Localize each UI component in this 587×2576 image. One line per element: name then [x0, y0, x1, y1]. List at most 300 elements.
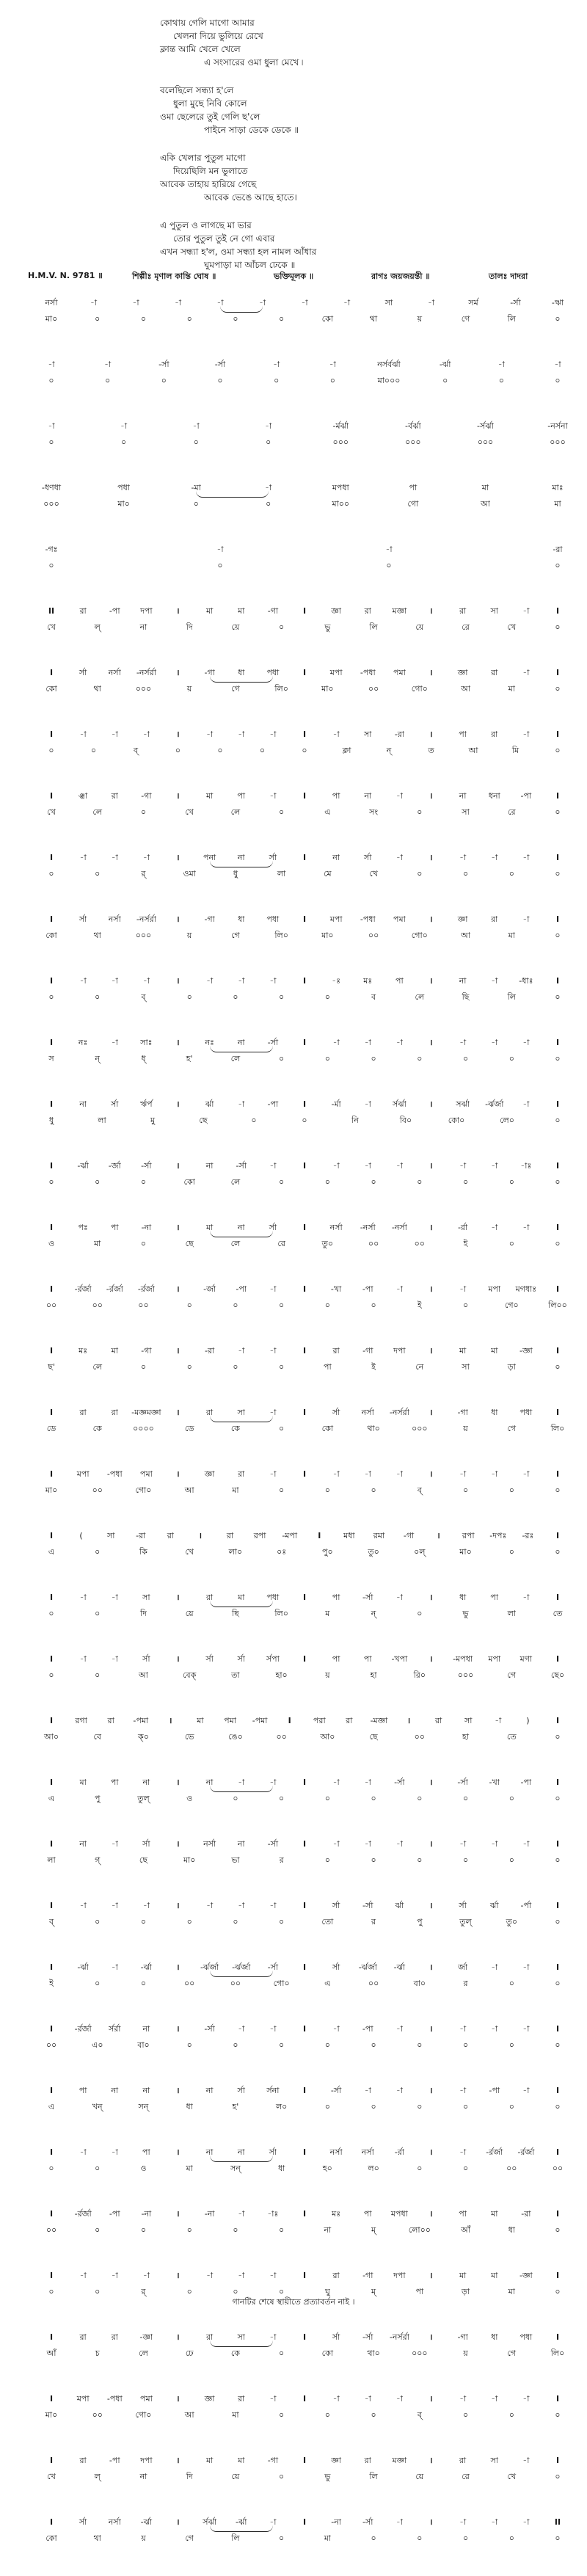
notation-line	[0, 1281, 587, 1343]
note-token: পমা	[224, 1716, 236, 1725]
lyric-row	[0, 743, 587, 759]
note-token: -া	[332, 2394, 340, 2404]
note-token: I	[302, 2394, 307, 2404]
syllable-token: ০	[462, 1485, 469, 1495]
syllable-token: ধা	[186, 2102, 193, 2111]
syllable-token: ০	[233, 1300, 238, 1310]
note-token: -খা	[330, 1284, 342, 1294]
note-token: র্সা	[79, 914, 87, 924]
syllable-token: ০ল্	[414, 1547, 426, 1557]
note-token: -গা	[457, 2332, 468, 2342]
note-token: -খপা	[391, 1654, 408, 1664]
note-token: -া	[364, 2086, 371, 2095]
syllable-token: ০	[279, 2472, 285, 2481]
syllable-token: ০০০	[135, 684, 152, 694]
syllable-token: ০	[140, 314, 147, 324]
lyric-line: আবেক তাহায় হারিয়ে গেছে	[160, 179, 257, 189]
line-gap	[0, 1314, 587, 1343]
note-token: রা	[435, 1716, 442, 1725]
syllable-token: মে	[324, 869, 332, 878]
note-token: -া	[238, 2271, 245, 2280]
note-token: পধা	[266, 914, 280, 924]
note-token: পা	[79, 2086, 87, 2095]
note-token: -া	[459, 2086, 467, 2095]
syllable-token: ছ'	[48, 1362, 55, 1372]
syllable-token: ০	[508, 1054, 514, 1063]
note-token: -া	[269, 1161, 277, 1171]
syllable-token: ড়া	[507, 1362, 516, 1372]
syllable-token: ০	[279, 314, 285, 324]
note-token: -া	[554, 360, 561, 369]
note-token: না	[205, 2147, 214, 2157]
note-token: রা	[332, 2271, 340, 2280]
line-gap	[0, 1560, 587, 1590]
syllable-token: য়ে	[185, 1609, 194, 1618]
line-gap	[0, 1067, 587, 1096]
note-token: I	[49, 668, 54, 677]
syllable-token: ০	[233, 992, 238, 1002]
syllable-token: ০০	[230, 1979, 241, 1988]
syllable-token: খন্	[92, 2102, 103, 2111]
syllable-token: লে	[230, 807, 241, 817]
stanza	[160, 219, 468, 272]
note-token: না	[237, 1839, 245, 1849]
syllable-token: ০	[508, 1979, 514, 1988]
note-token: I	[555, 1531, 560, 1540]
notation-line	[0, 2144, 587, 2206]
syllable-token: ০	[417, 1855, 423, 1865]
note-token: মপা	[329, 668, 343, 677]
notation-line	[0, 418, 587, 480]
lyric-line: এ পুতুল ও লাগছে মা ভার	[160, 220, 252, 230]
note-token: -া	[332, 1839, 340, 1849]
note-token: সা	[384, 298, 393, 308]
syllable-token: হ'	[186, 1054, 193, 1063]
syllable-token: ০	[186, 1362, 192, 1372]
syllable-token: হা০	[275, 1670, 288, 1680]
note-token: -খা	[489, 1778, 500, 1787]
lyric-row	[0, 2469, 587, 2485]
note-token: ।	[176, 2209, 180, 2219]
note-token: ।	[429, 1038, 433, 1047]
syllable-token: ওমা	[183, 869, 196, 878]
note-token: র্সা	[269, 853, 277, 862]
syllable-token: ০	[266, 437, 271, 447]
note-token: I	[555, 1284, 560, 1294]
syllable-token: ০	[95, 1670, 101, 1680]
lyric-row	[0, 1298, 587, 1314]
note-token: রা	[238, 2394, 245, 2404]
swara-row	[0, 1281, 587, 1298]
lyric-row	[0, 2530, 587, 2547]
swara-row	[0, 1220, 587, 1236]
note-token: -া	[142, 2271, 150, 2280]
note-token: না	[459, 791, 467, 801]
note-token: সা	[464, 1716, 473, 1725]
lyric-row	[0, 2161, 587, 2177]
syllable-token: দি	[186, 622, 193, 632]
note-token: ।	[176, 853, 180, 862]
syllable-token: ০	[233, 314, 238, 324]
syllable-token: য়ে	[231, 622, 240, 632]
note-token: -া	[273, 360, 280, 369]
swara-row	[0, 1405, 587, 1421]
note-token: I	[302, 2456, 307, 2465]
note-token: -া	[111, 1901, 118, 1910]
note-token: ।	[176, 729, 180, 739]
syllable-token: সা	[462, 1362, 470, 1372]
syllable-token: আ০	[320, 1732, 335, 1742]
stanza	[160, 151, 468, 204]
note-token: -গা	[204, 914, 215, 924]
note-token: I	[49, 1469, 54, 1479]
note-token: ।	[429, 1161, 433, 1171]
note-token: -া	[206, 1901, 214, 1910]
note-token: I	[555, 2332, 560, 2342]
syllable-token: য়	[325, 1670, 330, 1680]
syllable-token: ০	[95, 314, 101, 324]
syllable-token: গো০	[411, 931, 428, 940]
syllable-token: কি	[139, 1547, 147, 1557]
syllable-token: ০	[417, 2164, 423, 2173]
notation-line	[0, 1405, 587, 1466]
syllable-token: ০	[251, 1116, 257, 1125]
note-token: -পমা	[252, 1716, 268, 1725]
swara-row	[0, 973, 587, 989]
note-token: ।	[429, 729, 433, 739]
note-token: -র্ঝর্জা	[358, 1962, 377, 1972]
note-token: -গা	[362, 1346, 373, 1356]
notation-line	[0, 1898, 587, 1960]
syllable-token: ০	[279, 807, 285, 817]
note-token: র্সা	[237, 1654, 245, 1664]
syllable-token: ভু	[462, 1609, 469, 1618]
note-token: জ্ঞা	[204, 2394, 215, 2404]
note-token: -া	[491, 1161, 498, 1171]
note-token: I	[555, 791, 560, 801]
syllable-token: ০	[324, 2410, 330, 2420]
note-token: -া	[269, 1284, 277, 1294]
tala: তালঃ দাদরা	[489, 272, 528, 281]
note-token: ।	[176, 668, 180, 677]
notation-line	[0, 912, 587, 973]
note-token: I	[49, 1284, 54, 1294]
syllable-token: লা	[277, 869, 286, 878]
swara-row	[0, 2021, 587, 2037]
syllable-token: ০০০	[477, 437, 494, 447]
syllable-token: ই	[417, 1300, 422, 1310]
lyric-row	[0, 1852, 587, 1869]
line-gap	[0, 1807, 587, 1836]
lyric-row	[0, 2222, 587, 2238]
note-token: ।	[176, 2024, 180, 2034]
note-token: র্সা	[79, 2517, 87, 2527]
note-token: রা	[226, 1531, 234, 1540]
syllable-token: ০	[95, 1609, 101, 1618]
syllable-token: য়	[463, 2348, 468, 2358]
note-token: ধা	[459, 1593, 467, 1602]
note-token: -া	[238, 1346, 245, 1356]
syllable-token: ০০০	[332, 437, 349, 447]
syllable-token: ০	[279, 2410, 285, 2420]
note-token: র্সর্রা	[108, 2024, 121, 2034]
note-token: ।	[176, 1038, 180, 1047]
syllable-token: ০	[386, 561, 392, 570]
syllable-token: ০	[371, 1054, 376, 1063]
note-token: র্সা	[111, 1099, 119, 1109]
syllable-token: খে	[47, 2472, 56, 2481]
notation-line	[0, 1220, 587, 1281]
syllable-token: ০	[48, 376, 54, 385]
syllable-token: ০	[417, 869, 423, 878]
syllable-token: ০	[95, 2287, 101, 2296]
syllable-token: ০০	[368, 1239, 379, 1248]
note-token: -া	[497, 360, 505, 369]
syllable-token: লি	[369, 622, 378, 632]
note-token: -র্সা	[457, 1778, 468, 1787]
syllable-token: ০	[371, 1485, 376, 1495]
note-token: -া	[206, 729, 214, 739]
line-gap	[0, 1499, 587, 1528]
syllable-token: খে	[185, 1547, 194, 1557]
note-token: -নর্সনা	[547, 421, 568, 431]
syllable-token: থা০	[367, 2348, 380, 2358]
syllable-token: ০	[95, 1917, 101, 1926]
note-token: -র্সা	[204, 2024, 215, 2034]
syllable-token: য়	[186, 684, 192, 694]
note-token: ।	[429, 2394, 433, 2404]
syllable-token: ক্০	[138, 1732, 149, 1742]
note-token: -া	[238, 1099, 245, 1109]
note-token: ঞ্ঝা	[79, 791, 88, 801]
note-token: ।	[176, 2456, 180, 2465]
syllable-token: মা০০	[332, 499, 350, 509]
syllable-token: ০	[193, 437, 199, 447]
syllable-token: বি০	[399, 1116, 412, 1125]
syllable-token: ম	[325, 1609, 330, 1618]
note-token: -াঃ	[520, 1161, 532, 1171]
note-token: রা	[79, 2332, 87, 2342]
note-token: I	[49, 1716, 54, 1725]
syllable-token: ০	[105, 376, 111, 385]
note-token: -া	[90, 298, 98, 308]
note-token: রা	[491, 668, 498, 677]
note-token: -া	[79, 1901, 87, 1910]
note-token: -র্সা	[330, 2086, 342, 2095]
syllable-token: খে	[185, 807, 194, 817]
note-token: -া	[142, 1901, 150, 1910]
note-token: -া	[522, 1593, 530, 1602]
syllable-token: কো	[321, 1424, 334, 1433]
syllable-token: পা	[415, 2287, 424, 2296]
syllable-token: ছে	[185, 1239, 194, 1248]
note-token: -া	[491, 1038, 498, 1047]
syllable-token: ০	[175, 746, 181, 755]
note-token: -া	[491, 1223, 498, 1232]
line-gap	[0, 2362, 587, 2391]
note-token: -া	[269, 2332, 277, 2342]
note-token: -া	[522, 1099, 530, 1109]
syllable-token: ০	[233, 2225, 238, 2235]
syllable-token: ০	[555, 2472, 561, 2481]
syllable-token: ০	[508, 1794, 514, 1803]
syllable-token: ০	[462, 1177, 469, 1187]
syllable-token: ও	[48, 1239, 55, 1248]
syllable-token: তা	[231, 1670, 240, 1680]
syllable-token: লা	[98, 1116, 106, 1125]
syllable-token: লে০	[500, 1116, 514, 1125]
swara-row	[0, 603, 587, 619]
syllable-token: ছে০	[550, 1670, 565, 1680]
note-token: I	[49, 2517, 54, 2527]
syllable-token: ল্	[94, 622, 101, 632]
note-token: না	[205, 1778, 214, 1787]
note-token: র্সা	[79, 668, 87, 677]
note-token: -পা	[362, 1284, 373, 1294]
note-token: দপা	[140, 2456, 153, 2465]
note-token: -া	[459, 853, 467, 862]
line-gap	[0, 697, 587, 727]
swara-row	[0, 2144, 587, 2161]
note-token: জ্ঞা	[331, 606, 341, 616]
note-token: পা	[459, 2209, 467, 2219]
syllable-token: ০	[508, 1485, 514, 1495]
syllable-token: ০	[324, 1054, 330, 1063]
syllable-token: ল০	[368, 2164, 379, 2173]
note-token: মপা	[76, 1469, 90, 1479]
note-token: রা	[364, 606, 371, 616]
syllable-token: কো	[183, 1177, 195, 1187]
swara-row	[0, 1651, 587, 1667]
note-token: I	[49, 914, 54, 924]
syllable-token: ০	[462, 869, 469, 878]
syllable-token: খে	[507, 2472, 517, 2481]
syllable-token: আ	[184, 1485, 194, 1495]
note-token: রমা	[373, 1531, 385, 1540]
syllable-token: ০	[233, 2287, 238, 2296]
line-gap	[0, 1992, 587, 2021]
note-token: -নর্সর্রা	[389, 2332, 409, 2342]
syllable-token: এ	[48, 1794, 55, 1803]
note-token: -পা	[109, 2456, 120, 2465]
note-token: -র্রর্জা	[74, 2024, 92, 2034]
note-token: ।	[429, 606, 433, 616]
lyric-row	[0, 2346, 587, 2362]
syllable-token: র্	[141, 869, 146, 878]
note-token: -গা	[267, 606, 279, 616]
syllable-token: এ	[324, 1979, 331, 1988]
syllable-token: থা	[369, 314, 378, 324]
syllable-token: ০	[279, 1362, 285, 1372]
note-token: মধা	[343, 1531, 355, 1540]
note-token: -র্রর্জা	[74, 2209, 92, 2219]
note-token: -া	[385, 545, 393, 554]
notation-line	[0, 1343, 587, 1405]
note-token: -র্সা	[236, 1161, 247, 1171]
syllable-token: লি০	[274, 1609, 288, 1618]
note-token: র্সা	[142, 1654, 150, 1664]
note-token: -া	[395, 1469, 403, 1479]
note-token: I	[302, 853, 307, 862]
note-token: -র্রর্জা	[137, 1284, 155, 1294]
note-token: -া	[104, 360, 112, 369]
note-token: না	[237, 1223, 245, 1232]
note-token: রা	[79, 606, 87, 616]
note-token: -া	[395, 1161, 403, 1171]
syllable-token: হ০	[322, 2164, 332, 2173]
note-token: ।	[429, 976, 433, 986]
syllable-token: ন্	[386, 746, 392, 755]
syllable-token: লে	[230, 1239, 241, 1248]
note-token: পমা	[139, 2394, 153, 2404]
lyric-row	[0, 2099, 587, 2115]
note-token: ।	[429, 2086, 433, 2095]
note-token: -র্পা	[520, 1901, 532, 1910]
note-token: রা	[459, 606, 467, 616]
syllable-token: ভা	[231, 1855, 240, 1865]
note-token: -র্রর্জা	[517, 2147, 535, 2157]
note-token: সর্ঝা	[456, 1099, 470, 1109]
note-token: ধা	[491, 2332, 498, 2342]
lyric-row	[0, 1051, 587, 1067]
note-token: -নর্সর্রা	[136, 668, 156, 677]
note-token: -গা	[141, 791, 152, 801]
notation-line	[0, 1713, 587, 1775]
syllable-token: ০	[233, 1362, 238, 1372]
lyric-row	[0, 2037, 587, 2053]
note-token: -া	[111, 2271, 118, 2280]
syllable-token: মা০	[45, 2410, 58, 2420]
note-token: পা	[409, 483, 418, 492]
syllable-token: এ	[324, 807, 331, 817]
notation	[0, 295, 587, 2576]
syllable-token: আ	[139, 1670, 148, 1680]
syllable-token: ০	[324, 1300, 330, 1310]
syllable-token: ০	[324, 1485, 330, 1495]
note-token: -র্সা	[267, 1839, 279, 1849]
note-token: র্সা	[332, 2332, 340, 2342]
note-token: -া	[459, 1038, 467, 1047]
syllable-token: ০	[186, 314, 192, 324]
syllable-token: ০	[48, 2164, 54, 2173]
lyric-line: কোথায় গেলি মাগো আমার	[160, 18, 255, 28]
syllable-token: ০	[48, 992, 54, 1002]
note-token: সা	[364, 729, 372, 739]
syllable-token: লা	[507, 1609, 516, 1618]
note-token: র্সা	[332, 1408, 340, 1417]
note-token: -া	[491, 976, 498, 986]
syllable-token: মা	[324, 2533, 332, 2543]
syllable-token: ০	[279, 2225, 285, 2235]
note-token: -র্জা	[108, 1161, 121, 1171]
syllable-token: ০	[555, 807, 561, 817]
note-token: সা	[237, 1408, 245, 1417]
note-token: পধা	[266, 1593, 280, 1602]
note-token: মপা	[488, 1284, 501, 1294]
swara-row	[0, 1035, 587, 1051]
note-token: -া	[265, 421, 272, 431]
note-token: -না	[141, 2209, 152, 2219]
syllable-token: ঙে০	[228, 1732, 243, 1742]
note-token: -র্ঝা	[140, 2517, 153, 2527]
note-token: -া	[216, 298, 224, 308]
note-token: I	[49, 1593, 54, 1602]
note-token: -া	[459, 2024, 467, 2034]
syllable-token: ০	[555, 561, 561, 570]
note-token: -া	[238, 976, 245, 986]
syllable-token: ০	[555, 1917, 561, 1926]
note-token: I	[302, 914, 307, 924]
